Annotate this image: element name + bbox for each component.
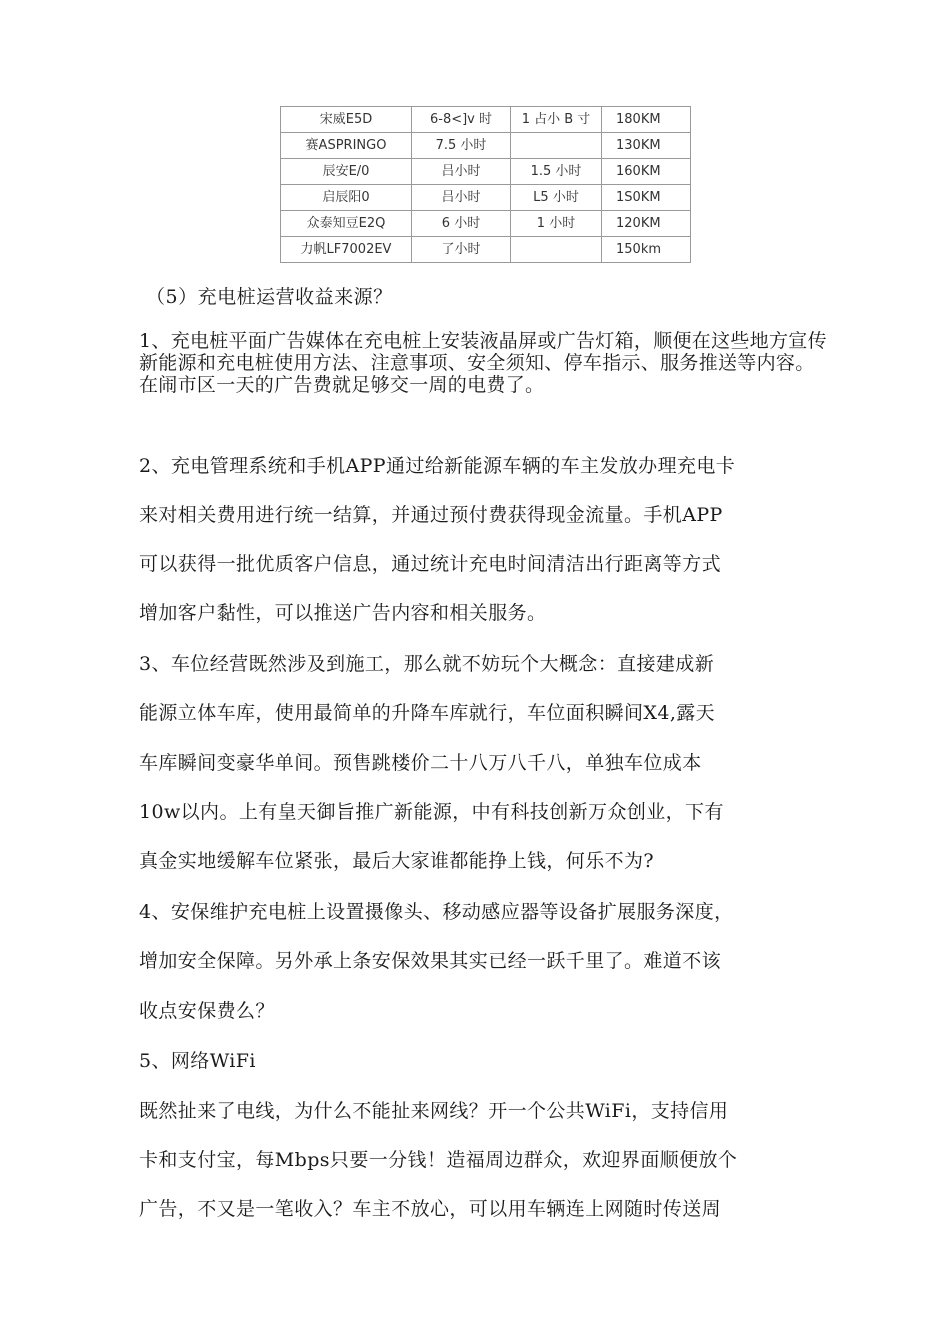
table-cell: 启辰阳0 bbox=[281, 185, 412, 211]
text-line: 真金实地缓解车位紧张，最后大家谁都能挣上钱，何乐不为? bbox=[139, 850, 654, 872]
text-line: 4、安保维护充电桩上设置摄像头、移动感应器等设备扩展服务深度， bbox=[139, 901, 734, 923]
vehicle-charging-table bbox=[280, 106, 691, 263]
text-line: 收点安保费么？ bbox=[139, 1000, 275, 1022]
table-cell: 赛ASPRINGO bbox=[281, 133, 412, 159]
table-row bbox=[281, 159, 691, 185]
text-line: 3、车位经营既然涉及到施工，那么就不妨玩个大概念：直接建成新 bbox=[139, 653, 715, 675]
table-cell: 120KM bbox=[602, 211, 691, 237]
table-cell: 6 小时 bbox=[412, 211, 511, 237]
table-cell: L5 小时 bbox=[511, 185, 602, 211]
table-cell: 7.5 小时 bbox=[412, 133, 511, 159]
table-cell: 辰安E/0 bbox=[281, 159, 412, 185]
table-cell bbox=[511, 133, 602, 159]
table-cell: 6-8<]v 时 bbox=[412, 107, 511, 133]
text-line: 可以获得一批优质客户信息，通过统计充电时间清洁出行距离等方式 bbox=[139, 553, 722, 575]
text-line: 5、网络WiFi bbox=[139, 1050, 256, 1072]
paragraph-1: 1、充电桩平面广告媒体在充电桩上安装液晶屏或广告灯箱，顺便在这些地方宣传新能源和充电桩使用方法、注意事项、安全须知、停车指示、服务推送等内容。在闹市区一天的广告费就足够交一周的电费了。 bbox=[139, 330, 827, 396]
table-cell: 1.5 小时 bbox=[511, 159, 602, 185]
table-cell: 了小时 bbox=[412, 237, 511, 263]
table-row bbox=[281, 107, 691, 133]
text-line: 来对相关费用进行统一结算，并通过预付费获得现金流量。手机APP bbox=[139, 504, 723, 526]
table-cell: 180KM bbox=[602, 107, 691, 133]
table-cell: 150km bbox=[602, 237, 691, 263]
table-cell: 力帆LF7002EV bbox=[281, 237, 412, 263]
section-heading: （5）充电桩运营收益来源？ bbox=[146, 286, 393, 308]
text-line: 车库瞬间变豪华单间。预售跳楼价二十八万八千八，单独车位成本 bbox=[139, 752, 702, 774]
table-cell: 1 占小 B 寸 bbox=[511, 107, 602, 133]
text-line: 10w以内。上有皇天御旨推广新能源，中有科技创新万众创业，下有 bbox=[139, 801, 724, 823]
table-cell: 1 小时 bbox=[511, 211, 602, 237]
text-line: 广告，不又是一笔收入？车主不放心，可以用车辆连上网随时传送周 bbox=[139, 1198, 722, 1220]
text-line: 增加客户黏性，可以推送广告内容和相关服务。 bbox=[139, 602, 547, 624]
text-line: 增加安全保障。另外承上条安保效果其实已经一跃千里了。难道不该 bbox=[139, 950, 722, 972]
table-cell: 吕小时 bbox=[412, 185, 511, 211]
text-line: 卡和支付宝，每Mbps只要一分钱！造福周边群众，欢迎界面顺便放个 bbox=[139, 1149, 738, 1171]
table-row bbox=[281, 133, 691, 159]
table-cell bbox=[511, 237, 602, 263]
table-row bbox=[281, 185, 691, 211]
table-cell: 160KM bbox=[602, 159, 691, 185]
table-row bbox=[281, 237, 691, 263]
text-line: 2、充电管理系统和手机APP通过给新能源车辆的车主发放办理充电卡 bbox=[139, 455, 736, 477]
text-line: 既然扯来了电线，为什么不能扯来网线？开一个公共WiFi，支持信用 bbox=[139, 1100, 729, 1122]
table-cell: 众泰知豆E2Q bbox=[281, 211, 412, 237]
table-cell: 130KM bbox=[602, 133, 691, 159]
table-cell: 宋威E5D bbox=[281, 107, 412, 133]
table-cell: 1S0KM bbox=[602, 185, 691, 211]
table-row bbox=[281, 211, 691, 237]
text-line: 能源立体车库，使用最简单的升降车库就行，车位面积瞬间X4,露天 bbox=[139, 702, 716, 724]
table-cell: 吕小时 bbox=[412, 159, 511, 185]
